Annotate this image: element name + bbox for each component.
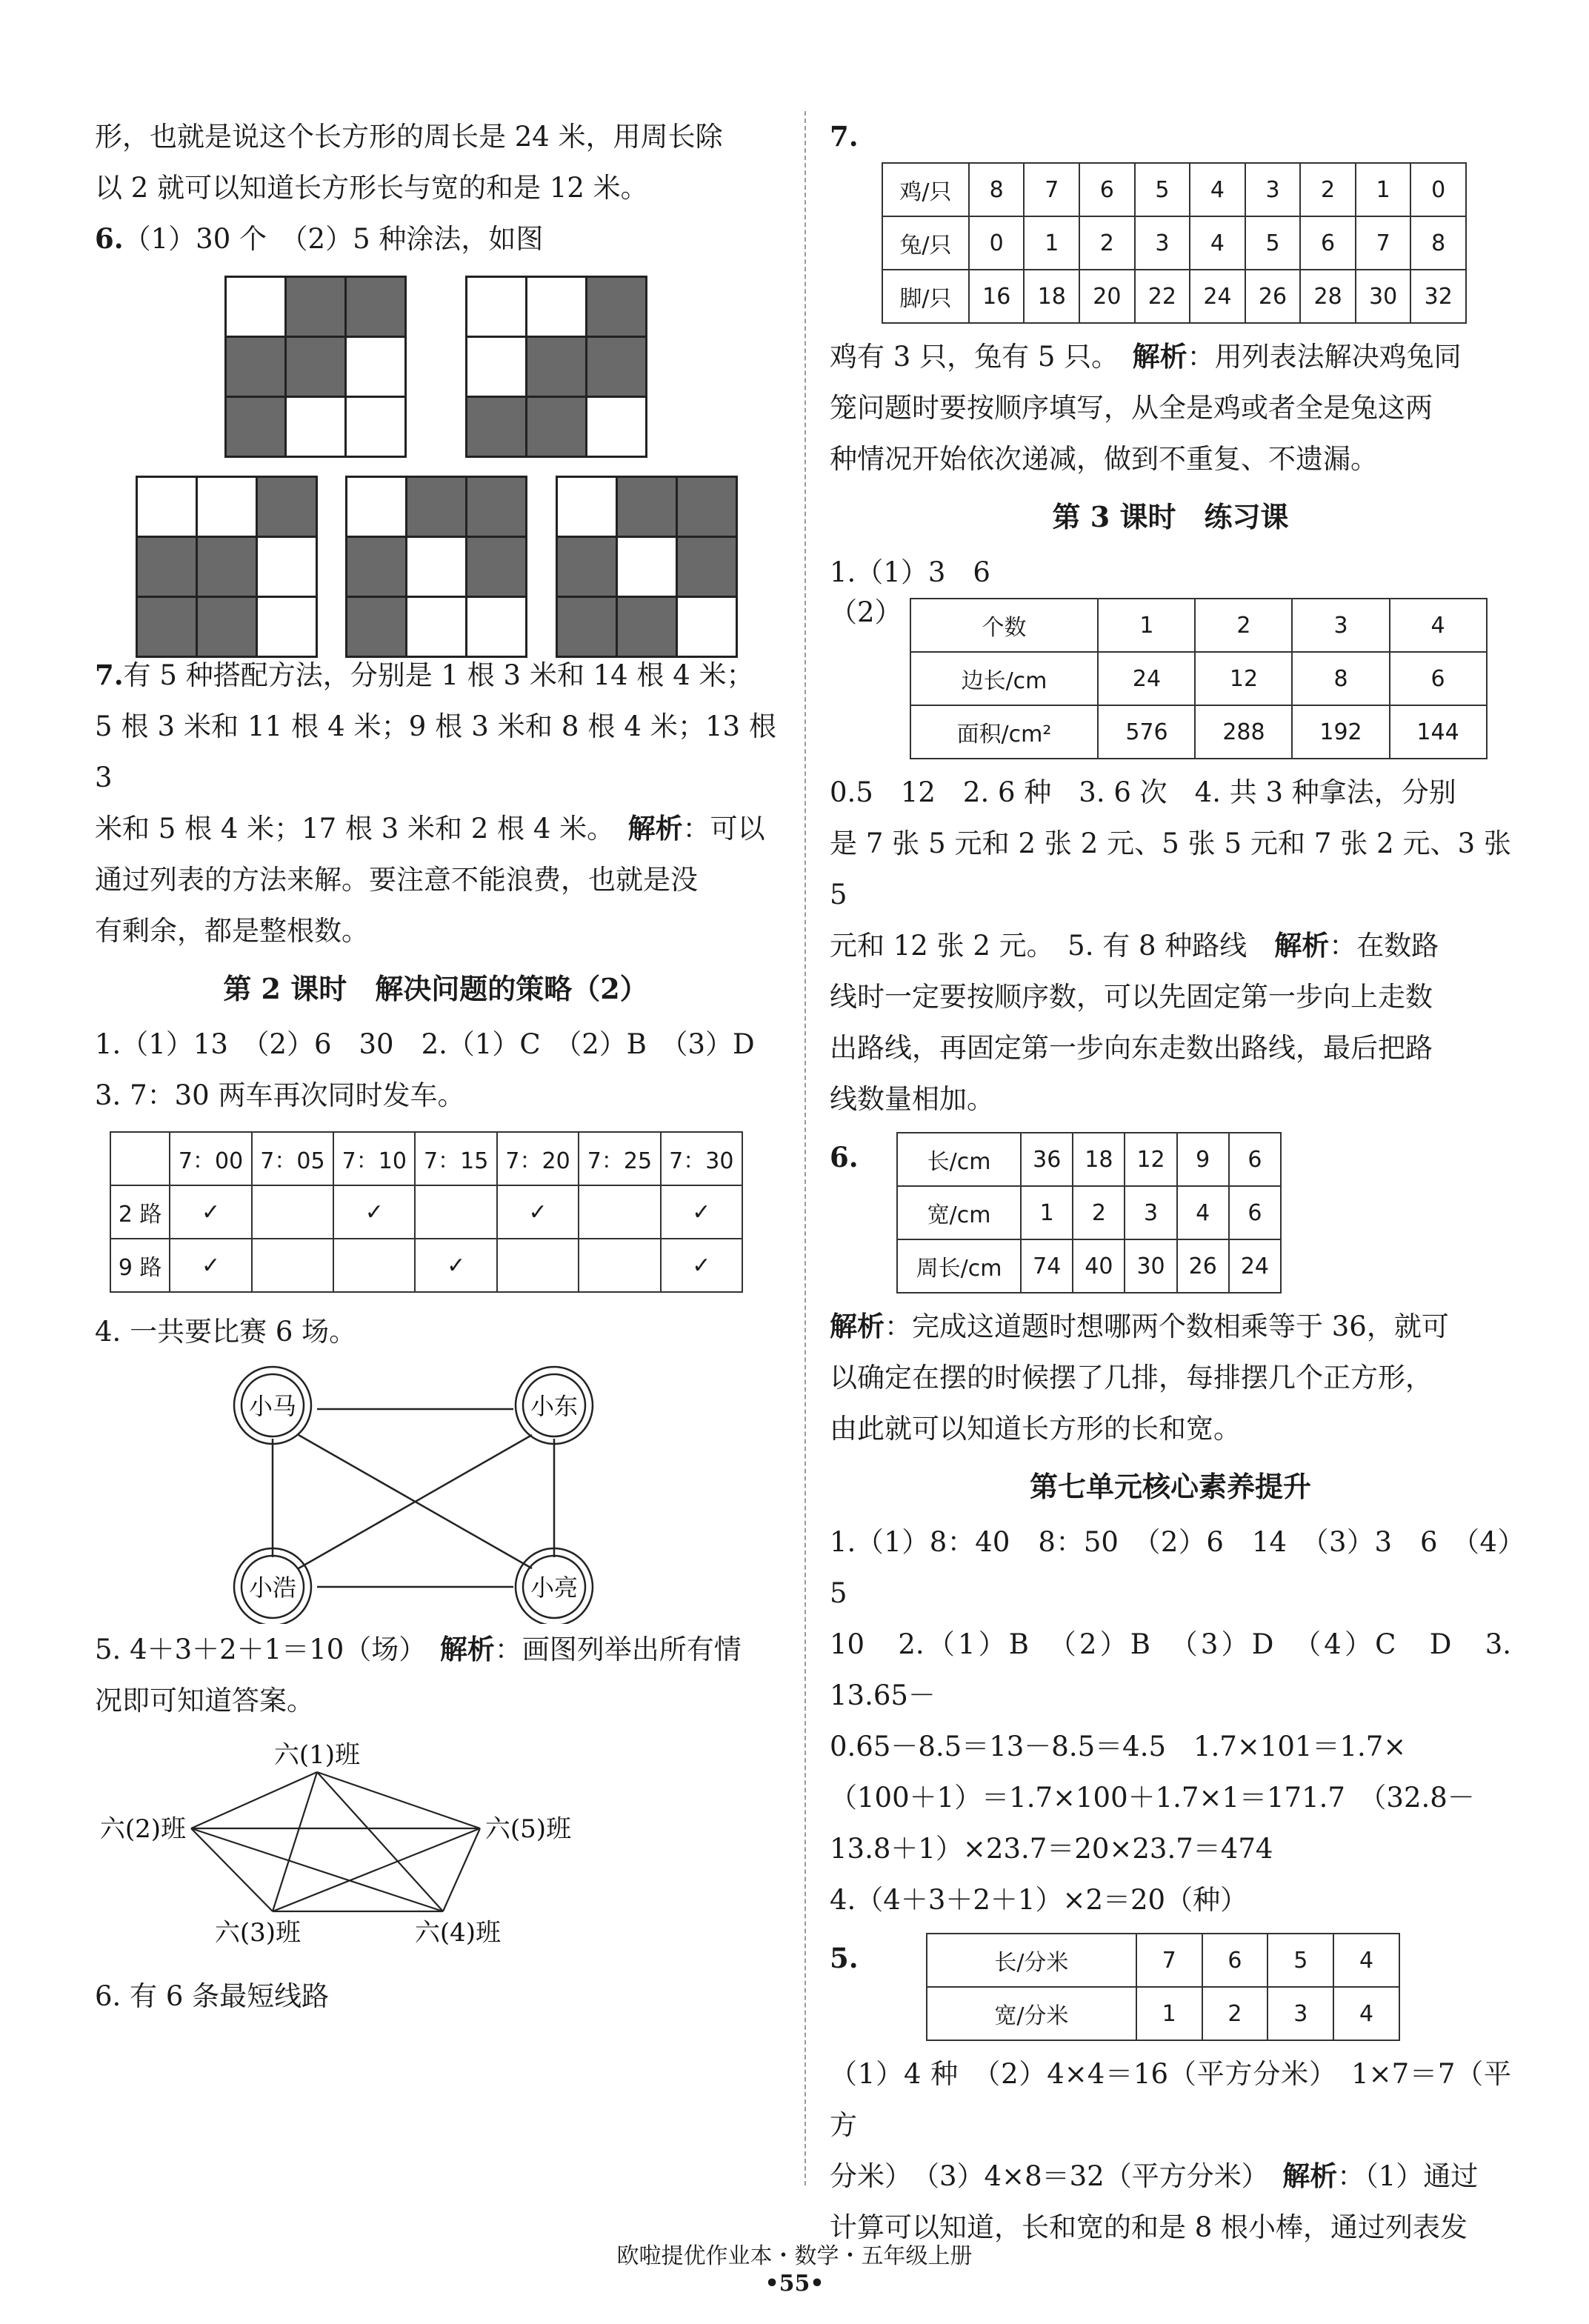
table-cell: 4 <box>1390 599 1487 652</box>
text-line: 由此就可以知道长方形的长和宽。 <box>830 1413 1241 1445</box>
table-cell: 192 <box>1292 705 1389 759</box>
table-cell: 鸡/只 <box>882 163 969 216</box>
table-cell: 6 <box>1079 163 1135 216</box>
table-cell: 2 <box>1073 1186 1125 1239</box>
text-line: （2） <box>830 596 902 628</box>
table-cell <box>497 1239 579 1292</box>
table-cell: 3 <box>1135 216 1190 270</box>
table-cell: 8 <box>969 163 1025 216</box>
question-5-num: 5. <box>830 1942 859 1974</box>
table-cell: 宽/cm <box>897 1186 1021 1239</box>
table-cell: 面积/cm² <box>910 705 1099 759</box>
table-cell: 9 路 <box>110 1239 170 1292</box>
table-cell: 12 <box>1125 1133 1176 1186</box>
node-xiaodong: 小东 <box>530 1392 579 1420</box>
table-cell: 28 <box>1300 270 1356 323</box>
table-cell: 32 <box>1410 270 1466 323</box>
table-cell: 4 <box>1333 1934 1399 1987</box>
table-cell: 长/cm <box>897 1133 1021 1186</box>
table-cell: 16 <box>969 270 1025 323</box>
text-line: 4.（4＋3＋2＋1）×2＝20（种） <box>830 1884 1248 1916</box>
table-cell: 6 <box>1229 1186 1281 1239</box>
table-cell: 6 <box>1202 1934 1268 1987</box>
table-cell: 40 <box>1073 1239 1125 1293</box>
table-cell: 2 <box>1300 163 1356 216</box>
table-cell: ✓ <box>661 1239 742 1292</box>
table-row <box>897 1186 1281 1239</box>
table-cell: 0 <box>1410 163 1466 216</box>
text-line: 出路线，再固定第一步向东走数出路线，最后把路 <box>830 1032 1433 1064</box>
table-cell: 24 <box>1190 270 1245 323</box>
table-cell <box>415 1185 496 1239</box>
table-row <box>110 1239 742 1292</box>
text-line: 5. 4＋3＋2＋1＝10（场） 解析：画图列举出所有情 <box>95 1633 742 1665</box>
table-cell: 3 <box>1125 1186 1176 1239</box>
table-cell <box>333 1239 415 1292</box>
question-7: 7.有 5 种搭配方法，分别是 1 根 3 米和 14 根 4 米； <box>95 659 754 691</box>
table-cell: 30 <box>1356 270 1411 323</box>
table-cell: 24 <box>1229 1239 1281 1293</box>
table-cell: 脚/只 <box>882 270 969 323</box>
text-line: 线时一定要按顺序数，可以先固定第一步向上走数 <box>830 981 1433 1013</box>
class-6-2: 六(2)班 <box>99 1814 187 1844</box>
table-cell: 24 <box>1098 652 1195 705</box>
node-xiaoma: 小马 <box>248 1392 297 1420</box>
text-line: 5 根 3 米和 11 根 4 米；9 根 3 米和 8 根 4 米；13 根 3 <box>95 710 776 793</box>
table-cell: 7：25 <box>579 1132 660 1185</box>
text-line: 形，也就是说这个长方形的周长是 24 米，用周长除 <box>95 121 723 153</box>
class-6-3: 六(3)班 <box>214 1918 302 1948</box>
table-cell: 5 <box>1245 216 1301 270</box>
table-cell: 1 <box>1136 1987 1202 2040</box>
text-line: 有剩余，都是整根数。 <box>95 915 369 947</box>
table-row <box>910 599 1487 652</box>
question-6: 6.（1）30 个 （2）5 种涂法，如图 <box>95 222 544 255</box>
table-cell: 7：00 <box>170 1132 251 1185</box>
table-row <box>897 1239 1281 1293</box>
table-cell: 2 <box>1195 599 1292 652</box>
node-xiaoliang: 小亮 <box>530 1574 579 1602</box>
text-line: 种情况开始依次递减，做到不重复、不遗漏。 <box>830 443 1378 475</box>
table-cell: 9 <box>1177 1133 1229 1186</box>
table-cell: 74 <box>1021 1239 1073 1293</box>
rect-table-row <box>830 1132 1511 1301</box>
text-line: 以确定在摆的时候摆了几排，每排摆几个正方形， <box>830 1362 1433 1394</box>
question-7-num: 7. <box>830 120 859 153</box>
match-diagram <box>95 1357 776 1624</box>
table-cell: 3 <box>1267 1987 1333 2040</box>
table-cell: 2 <box>1079 216 1135 270</box>
class-6-5: 六(5)班 <box>484 1814 572 1844</box>
table-cell: 边长/cm <box>910 652 1099 705</box>
table-cell: ✓ <box>661 1185 742 1239</box>
table-cell <box>252 1239 333 1292</box>
table-cell: 6 <box>1229 1133 1281 1186</box>
square-table <box>910 598 1488 759</box>
table-cell: 7：10 <box>333 1132 415 1185</box>
left-column <box>95 111 776 2022</box>
table-cell: 宽/分米 <box>927 1987 1136 2040</box>
grid-1 <box>224 276 407 458</box>
text-line: 0.5 12 2. 6 种 3. 6 次 4. 共 3 种拿法，分别 <box>830 776 1456 808</box>
table-cell: 18 <box>1024 270 1079 323</box>
table-cell: 36 <box>1021 1133 1073 1186</box>
text-line: 1.（1）3 6 <box>830 556 990 588</box>
table-row <box>897 1133 1281 1186</box>
table-cell: 4 <box>1190 216 1245 270</box>
table-cell: 个数 <box>910 599 1099 652</box>
page-number: •55• <box>764 2271 825 2297</box>
footer-book-title: 欧啦提优作业本・数学・五年级上册 <box>616 2243 973 2269</box>
table-cell: ✓ <box>170 1239 251 1292</box>
table-cell: 18 <box>1073 1133 1125 1186</box>
table-row <box>882 216 1466 270</box>
column-divider <box>805 111 807 2185</box>
table-cell: 144 <box>1390 705 1487 759</box>
text-line: 3. 7：30 两车再次同时发车。 <box>95 1079 465 1111</box>
table-cell: 26 <box>1177 1239 1229 1293</box>
text-line: 1.（1）13 （2）6 30 2.（1）C （2）B （3）D <box>95 1028 755 1060</box>
table-row <box>927 1934 1399 1987</box>
table-cell: 2 路 <box>110 1185 170 1239</box>
table-cell: 4 <box>1333 1987 1399 2040</box>
table-cell: 长/分米 <box>927 1934 1136 1987</box>
table-cell: 1 <box>1356 163 1411 216</box>
table-cell: 22 <box>1135 270 1190 323</box>
table-cell: 4 <box>1177 1186 1229 1239</box>
bus-schedule-table <box>110 1131 743 1293</box>
text-line: 线数量相加。 <box>830 1083 994 1115</box>
table-cell: 7 <box>1136 1934 1202 1987</box>
table-cell: 12 <box>1195 652 1292 705</box>
table-cell: 3 <box>1292 599 1389 652</box>
class-6-4: 六(4)班 <box>414 1918 502 1948</box>
table-cell: ✓ <box>170 1185 251 1239</box>
text-line: （100＋1）＝1.7×100＋1.7×1＝171.7 （32.8－ <box>830 1782 1475 1814</box>
table-cell: 8 <box>1410 216 1466 270</box>
section-title: 第 3 课时 练习课 <box>1052 500 1289 533</box>
text-line: 分米） （3）4×8＝32（平方分米） 解析：（1）通过 <box>830 2160 1479 2192</box>
text-line: 13.8＋1）×23.7＝20×23.7＝474 <box>830 1833 1273 1865</box>
right-column <box>830 111 1511 2253</box>
table-cell: 3 <box>1245 163 1301 216</box>
table-cell: ✓ <box>415 1239 496 1292</box>
chicken-rabbit-table <box>882 162 1467 324</box>
decimeter-table <box>926 1933 1400 2041</box>
table-cell: 1 <box>1098 599 1195 652</box>
table-cell: 20 <box>1079 270 1135 323</box>
table-cell: 7：15 <box>415 1132 496 1185</box>
table-row <box>910 705 1487 759</box>
table-cell: 2 <box>1202 1987 1268 2040</box>
text-line: 10 2.（1）B （2）B （3）D （4）C D 3. 13.65－ <box>830 1628 1511 1711</box>
table-cell: 4 <box>1190 163 1245 216</box>
grid-4 <box>345 476 527 658</box>
table-cell: 6 <box>1300 216 1356 270</box>
table-cell: 兔/只 <box>882 216 969 270</box>
text-line: 0.65－8.5＝13－8.5＝4.5 1.7×101＝1.7× <box>830 1731 1407 1762</box>
grid-5 <box>556 476 738 658</box>
table-cell: 周长/cm <box>897 1239 1021 1293</box>
text-line: 鸡有 3 只，兔有 5 只。 解析：用列表法解决鸡兔同 <box>830 340 1462 373</box>
grid-2 <box>465 276 647 458</box>
class-6-1: 六(1)班 <box>273 1740 361 1770</box>
table-cell <box>110 1132 170 1185</box>
text-line: 通过列表的方法来解。要注意不能浪费，也就是没 <box>95 864 698 896</box>
text-line: 以 2 就可以知道长方形长与宽的和是 12 米。 <box>95 172 648 204</box>
text-line: （1）4 种 （2）4×4＝16（平方分米） 1×7＝7（平方 <box>830 2058 1511 2141</box>
table-cell <box>579 1239 660 1292</box>
text-line: 笼问题时要按顺序填写，从全是鸡或者全是兔这两 <box>830 392 1433 424</box>
table-row <box>110 1185 742 1239</box>
table-cell: 288 <box>1195 705 1292 759</box>
question-6-num: 6. <box>830 1141 859 1173</box>
text-line: 计算可以知道，长和宽的和是 8 根小棒，通过列表发 <box>830 2211 1468 2243</box>
class-diagram <box>95 1726 776 1971</box>
text-line: 米和 5 根 4 米；17 根 3 米和 2 根 4 米。 解析：可以 <box>95 812 765 845</box>
text-line: 是 7 张 5 元和 2 张 2 元、5 张 5 元和 7 张 2 元、3 张 5 <box>830 828 1511 910</box>
table-cell: 7：30 <box>661 1132 742 1185</box>
table-cell: ✓ <box>497 1185 579 1239</box>
table-cell: 7 <box>1024 163 1079 216</box>
text-line: 1.（1）8：40 8：50 （2）6 14 （3）3 6 （4）5 <box>830 1526 1511 1609</box>
table-cell: ✓ <box>333 1185 415 1239</box>
table-cell: 26 <box>1245 270 1301 323</box>
table-row <box>910 652 1487 705</box>
table-cell: 8 <box>1292 652 1389 705</box>
text-line: 解析：完成这道题时想哪两个数相乘等于 36，就可 <box>830 1310 1449 1342</box>
table-cell: 1 <box>1021 1186 1073 1239</box>
table-cell: 5 <box>1135 163 1190 216</box>
table-row <box>110 1132 742 1185</box>
section-title: 第 2 课时 解决问题的策略（2） <box>223 972 648 1005</box>
table-row <box>927 1987 1399 2040</box>
table-row <box>882 163 1466 216</box>
text-line: 4. 一共要比赛 6 场。 <box>95 1316 357 1348</box>
grid-3 <box>136 476 318 658</box>
coloring-grids <box>95 264 776 650</box>
node-xiaohao: 小浩 <box>248 1574 297 1602</box>
text-line: 6. 有 6 条最短线路 <box>95 1980 330 2012</box>
table-cell: 6 <box>1390 652 1487 705</box>
square-table-row <box>830 598 1511 767</box>
table-cell: 7 <box>1356 216 1411 270</box>
table-cell: 1 <box>1024 216 1079 270</box>
table-cell: 576 <box>1098 705 1195 759</box>
section-title: 第七单元核心素养提升 <box>1029 1470 1311 1503</box>
text-line: 况即可知道答案。 <box>95 1685 314 1717</box>
text-line: 元和 12 张 2 元。 5. 有 8 种路线 解析：在数路 <box>830 929 1439 962</box>
dm-table-row <box>830 1933 1511 2048</box>
table-row <box>882 270 1466 323</box>
table-cell: 0 <box>969 216 1025 270</box>
table-cell: 30 <box>1125 1239 1176 1293</box>
table-cell <box>252 1185 333 1239</box>
table-cell: 7：05 <box>252 1132 333 1185</box>
table-cell: 7：20 <box>497 1132 579 1185</box>
rectangle-table <box>896 1132 1282 1293</box>
table-cell: 5 <box>1267 1934 1333 1987</box>
table-cell <box>579 1185 660 1239</box>
